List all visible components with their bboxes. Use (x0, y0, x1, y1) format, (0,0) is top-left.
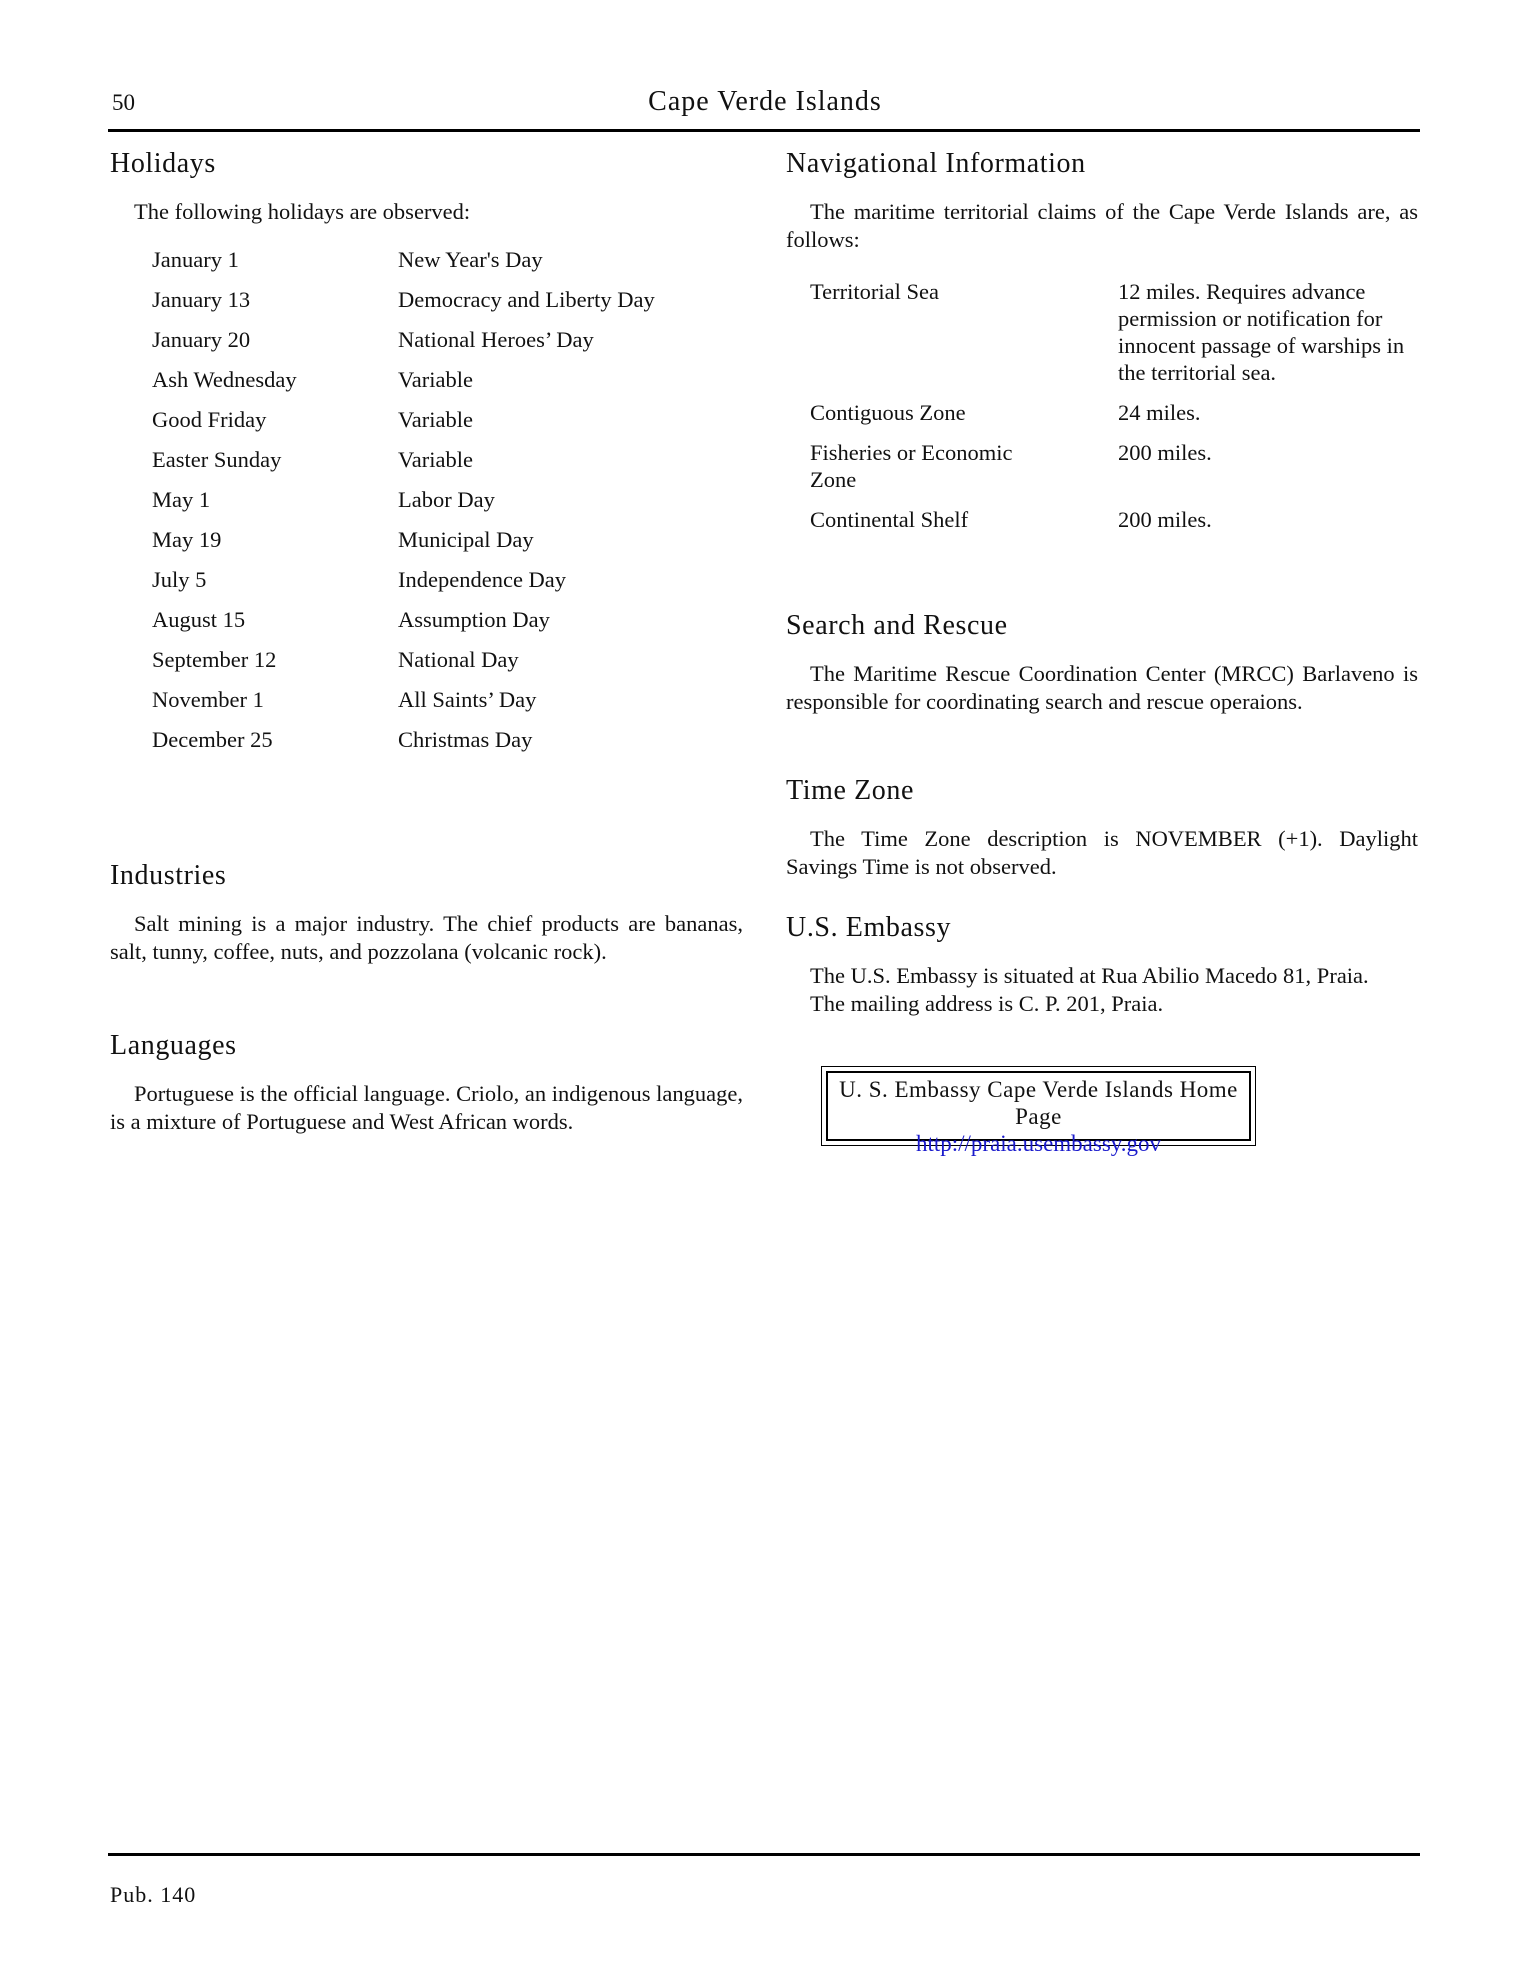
embassy-heading: U.S. Embassy (786, 912, 952, 943)
holiday-date: May 1 (152, 487, 211, 512)
languages-text: Portuguese is the official language. Criolo, an indigenous language, is a mixture of Portuguese and West African words. (110, 1081, 743, 1134)
holiday-row (152, 606, 743, 633)
holidays-intro: The following holidays are observed: (134, 199, 471, 224)
holiday-row (152, 526, 743, 553)
holiday-row (152, 366, 743, 393)
holiday-row (152, 406, 743, 433)
page-number: 50 (112, 90, 135, 115)
claim-value: 200 miles. (1118, 440, 1212, 465)
running-title: Cape Verde Islands (648, 86, 882, 117)
holiday-row (152, 646, 743, 673)
navigational-intro: The maritime territorial claims of the Cape Verde Islands are, as follows: (786, 199, 1418, 252)
holiday-date: July 5 (152, 567, 207, 592)
claim-value: 200 miles. (1118, 507, 1212, 532)
embassy-link-box (821, 1066, 1256, 1156)
holiday-name: Variable (398, 447, 473, 472)
embassy-link-title: U. S. Embassy Cape Verde Islands Home Page (839, 1077, 1238, 1129)
industries-heading: Industries (110, 860, 227, 891)
claim-value: 12 miles. Requires advance permission or notification for innocent passage of warships in the territorial sea. (1118, 279, 1405, 385)
holiday-row (152, 326, 743, 353)
claim-zone: Territorial Sea (810, 279, 939, 304)
holiday-date: May 19 (152, 527, 222, 552)
industries-section (110, 860, 743, 966)
claim-zone: Contiguous Zone (810, 400, 966, 425)
holiday-row (152, 726, 743, 753)
holiday-row (152, 246, 743, 273)
languages-heading: Languages (110, 1030, 237, 1061)
holiday-date: January 1 (152, 247, 239, 272)
embassy-address: The U.S. Embassy is situated at Rua Abilio Macedo 81, Praia. (810, 963, 1369, 988)
maritime-claim-row (810, 506, 1418, 533)
embassy-link-box-inner (826, 1071, 1251, 1156)
holiday-row (152, 446, 743, 473)
holiday-name: All Saints’ Day (398, 687, 537, 712)
header-rule (108, 129, 1420, 132)
time-zone-section (786, 775, 1418, 881)
holiday-name: Christmas Day (398, 727, 533, 752)
holiday-name: Labor Day (398, 487, 495, 512)
holiday-name: National Heroes’ Day (398, 327, 594, 352)
navigational-section (786, 148, 1418, 546)
holiday-name: Variable (398, 407, 473, 432)
holidays-table (110, 246, 743, 753)
maritime-claims-table (786, 278, 1418, 533)
holiday-date: December 25 (152, 727, 273, 752)
embassy-mailing-address: The mailing address is C. P. 201, Praia. (810, 991, 1164, 1016)
time-zone-heading: Time Zone (786, 775, 915, 806)
claim-value: 24 miles. (1118, 400, 1201, 425)
search-rescue-heading: Search and Rescue (786, 610, 1008, 641)
holiday-date: Easter Sunday (152, 447, 282, 472)
footer-rule (108, 1853, 1420, 1856)
holidays-heading: Holidays (110, 148, 216, 179)
holiday-name: Independence Day (398, 567, 567, 592)
holiday-row (152, 286, 743, 313)
holiday-name: Variable (398, 367, 473, 392)
industries-text: Salt mining is a major industry. The chief products are bananas, salt, tunny, coffee, nuts, and pozzolana (volcanic rock). (110, 911, 743, 964)
claim-zone: Fisheries or Economic Zone (810, 440, 1013, 492)
maritime-claim-row (810, 399, 1418, 426)
holiday-row (152, 486, 743, 513)
holiday-name: Municipal Day (398, 527, 534, 552)
holiday-name: New Year's Day (398, 247, 543, 272)
holiday-row (152, 566, 743, 593)
maritime-claim-row (810, 278, 1418, 386)
publication-label: Pub. 140 (110, 1882, 197, 1907)
holiday-date: November 1 (152, 687, 264, 712)
embassy-section (786, 912, 1418, 1018)
holiday-date: August 15 (152, 607, 246, 632)
holiday-name: Assumption Day (398, 607, 550, 632)
holiday-date: Good Friday (152, 407, 267, 432)
navigational-heading: Navigational Information (786, 148, 1086, 179)
search-rescue-text: The Maritime Rescue Coordination Center (MRCC) Barlaveno is responsible for coordinating search and rescue operaions. (786, 661, 1418, 714)
holiday-date: January 20 (152, 327, 251, 352)
holiday-date: September 12 (152, 647, 277, 672)
time-zone-text: The Time Zone description is NOVEMBER (+1). Daylight Savings Time is not observed. (786, 826, 1418, 879)
holiday-row (152, 686, 743, 713)
embassy-homepage-link[interactable]: http://praia.usembassy.gov (915, 1131, 1162, 1156)
holiday-date: January 13 (152, 287, 251, 312)
maritime-claim-row (810, 439, 1418, 493)
holiday-name: Democracy and Liberty Day (398, 287, 655, 312)
holiday-name: National Day (398, 647, 519, 672)
search-rescue-section (786, 610, 1418, 716)
left-column (110, 148, 743, 766)
languages-section (110, 1030, 743, 1136)
holiday-date: Ash Wednesday (152, 367, 297, 392)
claim-zone: Continental Shelf (810, 507, 969, 532)
